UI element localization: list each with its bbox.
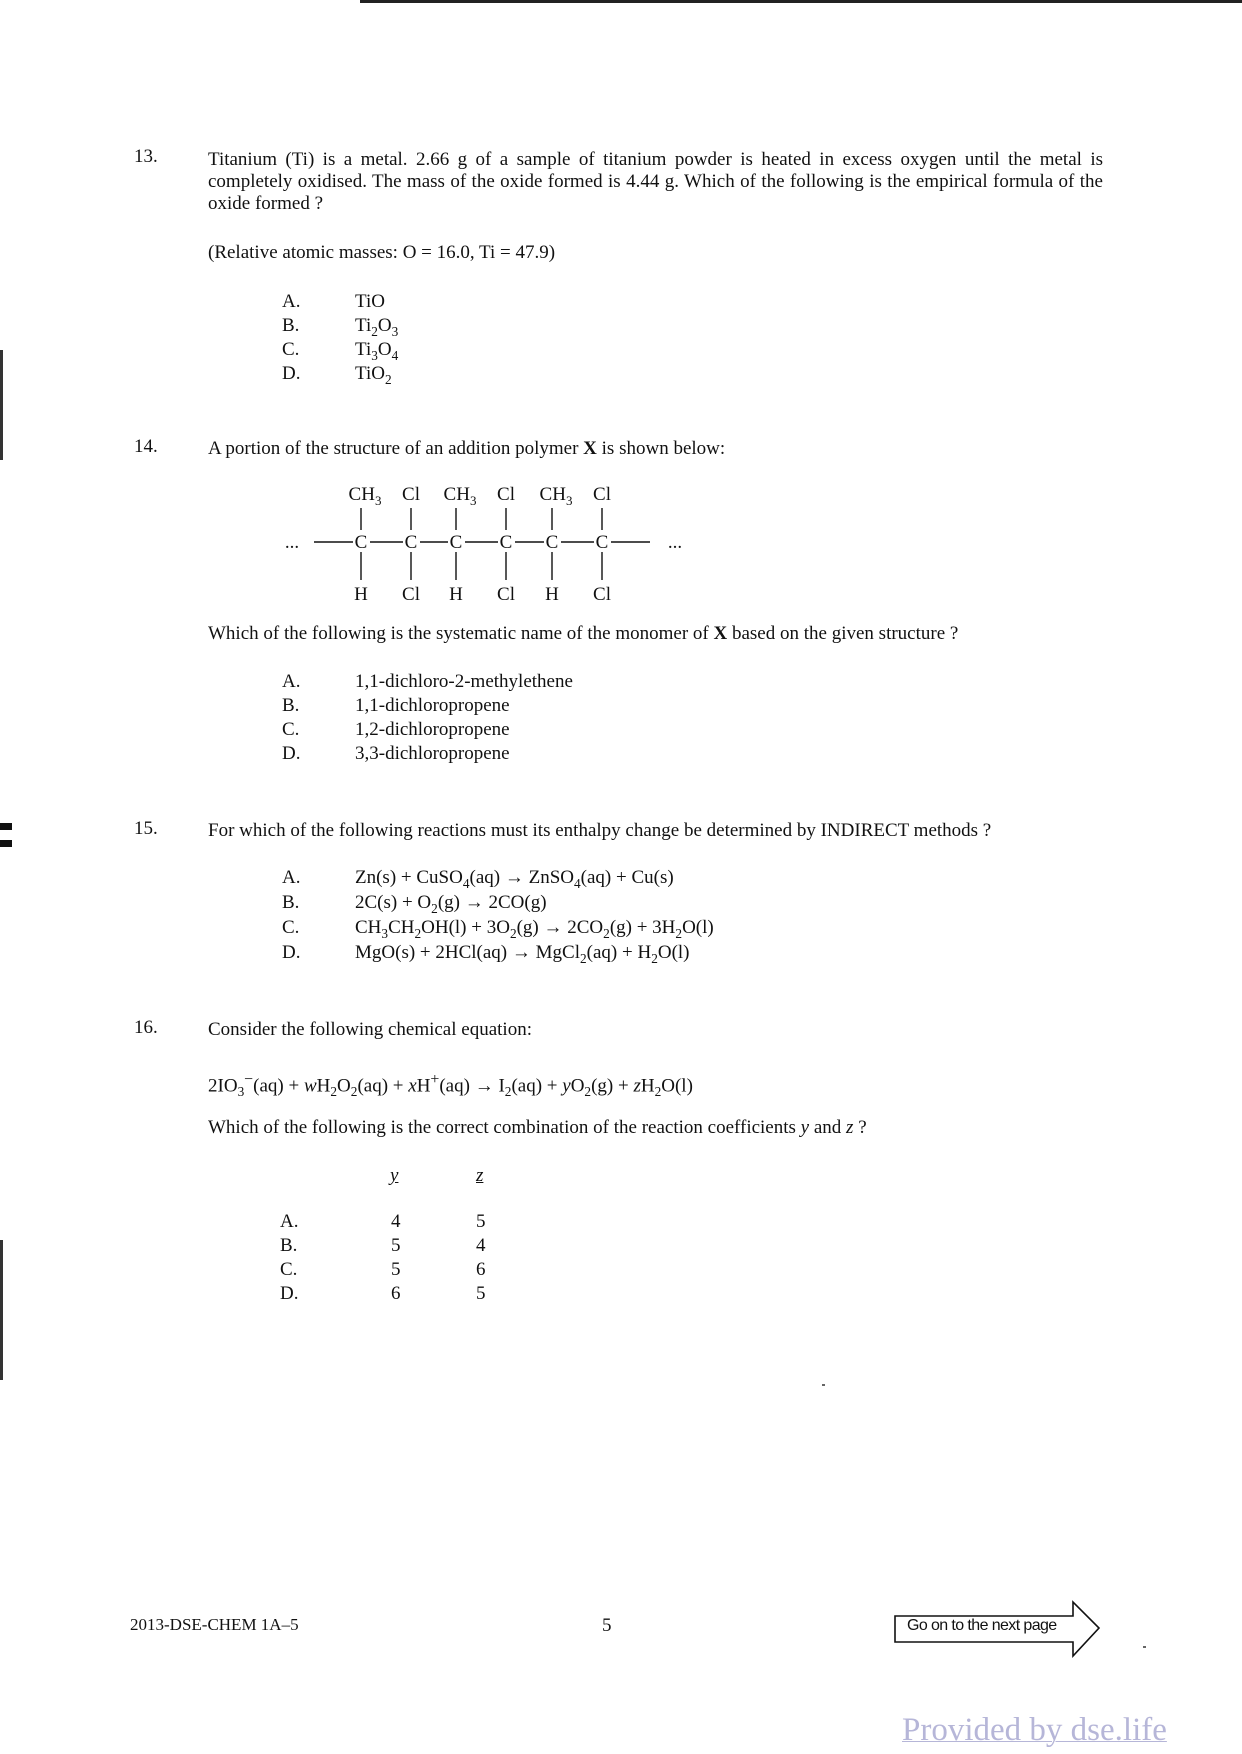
table-cell-z: 5 bbox=[476, 1211, 486, 1232]
top-substituent: $CH_3$ bbox=[348, 484, 382, 508]
table-row-letter: D. bbox=[280, 1283, 299, 1304]
option-text: $2C(s) + O_2(g) \to 2CO(g)$ bbox=[355, 892, 547, 916]
chain-ellipsis-right: ... bbox=[667, 532, 683, 553]
chain-carbon: C bbox=[449, 532, 463, 553]
question-number: 16. bbox=[134, 1017, 158, 1038]
option-text: 3,3-dichloropropene bbox=[355, 743, 510, 764]
bottom-substituent: Cl bbox=[402, 584, 420, 605]
left-edge-line bbox=[0, 350, 3, 460]
table-cell-z: 5 bbox=[476, 1283, 486, 1304]
polymer-label: X bbox=[713, 623, 728, 644]
table-cell-y: 4 bbox=[391, 1211, 401, 1232]
question-number: 13. bbox=[134, 146, 158, 167]
top-substituent: Cl bbox=[402, 484, 420, 505]
option-text: Zn(s) + CuSO$_4$(aq) → ZnSO$_4$(aq) + Cu(s) bbox=[355, 867, 674, 891]
option-text: TiO bbox=[355, 291, 385, 312]
bottom-substituent: Cl bbox=[497, 584, 515, 605]
table-row-letter: C. bbox=[280, 1259, 298, 1280]
table-header-y: y bbox=[390, 1165, 399, 1186]
option-text: 1,2-dichloropropene bbox=[355, 719, 510, 740]
question-prompt: Which of the following is the correct combination of the reaction coefficients y and z ? bbox=[208, 1117, 867, 1138]
chain-ellipsis-left: ... bbox=[284, 532, 300, 553]
polymer-structure-diagram bbox=[280, 480, 700, 610]
option-letter: B. bbox=[282, 892, 300, 913]
option-letter: C. bbox=[282, 339, 300, 360]
option-text: $Ti_3O_4$ bbox=[355, 339, 399, 363]
option-letter: D. bbox=[282, 363, 301, 384]
chemical-equation: $2IO_3^-(aq) + wH_2O_2(aq) + xH^+(aq) \to I_2(aq) + yO_2(g) + zH_2O(l)$ bbox=[208, 1071, 693, 1100]
option-letter: C. bbox=[282, 719, 300, 740]
table-header-z: z bbox=[476, 1165, 484, 1186]
polymer-label: X bbox=[583, 438, 597, 459]
option-letter: D. bbox=[282, 942, 301, 963]
binding-mark bbox=[0, 840, 12, 847]
question-text: Titanium (Ti) is a metal. 2.66 g of a sample of titanium powder is heated in excess oxygen until the metal is completely oxidised. The mass of the oxide formed is 4.44 g. Which of the following is the empirical formula of the oxide formed ? bbox=[208, 149, 1103, 214]
question-text: Consider the following chemical equation: bbox=[208, 1019, 532, 1040]
bottom-substituent: H bbox=[354, 584, 368, 605]
next-page-arrow bbox=[893, 1600, 1103, 1658]
top-substituent: Cl bbox=[593, 484, 611, 505]
question-prompt bbox=[208, 623, 1103, 645]
question-number: 14. bbox=[134, 436, 158, 457]
page-number: 5 bbox=[602, 1615, 612, 1636]
chain-carbon: C bbox=[404, 532, 418, 553]
chain-carbon: C bbox=[354, 532, 368, 553]
option-text: $CH_3CH_2OH(l) + 3O_2(g) \to 2CO_2(g) + 3H_2O(l)$ bbox=[355, 917, 714, 941]
question-text-part: based on the given structure ? bbox=[727, 623, 959, 644]
chain-carbon: C bbox=[545, 532, 559, 553]
question-text bbox=[208, 438, 1103, 460]
left-edge-line bbox=[0, 1240, 3, 1380]
chain-carbon: C bbox=[595, 532, 609, 553]
table-row-letter: B. bbox=[280, 1235, 298, 1256]
question-text-part: Which of the following is the systematic name of the monomer of bbox=[208, 623, 714, 644]
paper-code: 2013-DSE-CHEM 1A–5 bbox=[130, 1615, 299, 1634]
option-letter: D. bbox=[282, 743, 301, 764]
table-cell-y: 5 bbox=[391, 1259, 401, 1280]
option-letter: A. bbox=[282, 867, 301, 888]
question-text-part: A portion of the structure of an addition polymer bbox=[208, 438, 584, 459]
option-letter: A. bbox=[282, 291, 301, 312]
binding-mark bbox=[0, 823, 12, 830]
top-substituent: Cl bbox=[497, 484, 515, 505]
relative-atomic-masses: (Relative atomic masses: O = 16.0, Ti = 47.9) bbox=[208, 242, 556, 263]
option-letter: B. bbox=[282, 695, 300, 716]
top-rule bbox=[360, 0, 1242, 3]
option-text: MgO(s) + 2HCl(aq) → MgCl$_2$(aq) + $H_2O(l)$ bbox=[355, 942, 690, 966]
table-cell-z: 4 bbox=[476, 1235, 486, 1256]
top-substituent: $CH_3$ bbox=[539, 484, 573, 508]
option-letter: B. bbox=[282, 315, 300, 336]
option-text: 1,1-dichloropropene bbox=[355, 695, 510, 716]
scan-speck bbox=[1143, 1646, 1146, 1648]
table-cell-y: 5 bbox=[391, 1235, 401, 1256]
question-text-part: is shown below: bbox=[596, 438, 726, 459]
option-text: $Ti_2O_3$ bbox=[355, 315, 399, 339]
next-page-label: Go on to the next page bbox=[907, 1617, 1057, 1634]
table-row-letter: A. bbox=[280, 1211, 299, 1232]
option-text: 1,1-dichloro-2-methylethene bbox=[355, 671, 573, 692]
option-letter: A. bbox=[282, 671, 301, 692]
option-text: TiO$_2$ bbox=[355, 363, 392, 387]
bottom-substituent: H bbox=[545, 584, 559, 605]
watermark: Provided by dse.life bbox=[902, 1712, 1167, 1748]
question-number: 15. bbox=[134, 818, 158, 839]
bottom-substituent: Cl bbox=[593, 584, 611, 605]
top-substituent: $CH_3$ bbox=[443, 484, 477, 508]
question-text: For which of the following reactions must its enthalpy change be determined by INDIRECT methods ? bbox=[208, 820, 992, 841]
bottom-substituent: H bbox=[449, 584, 463, 605]
table-cell-y: 6 bbox=[391, 1283, 401, 1304]
scan-speck bbox=[822, 1384, 825, 1386]
option-letter: C. bbox=[282, 917, 300, 938]
table-cell-z: 6 bbox=[476, 1259, 486, 1280]
chain-carbon: C bbox=[499, 532, 513, 553]
